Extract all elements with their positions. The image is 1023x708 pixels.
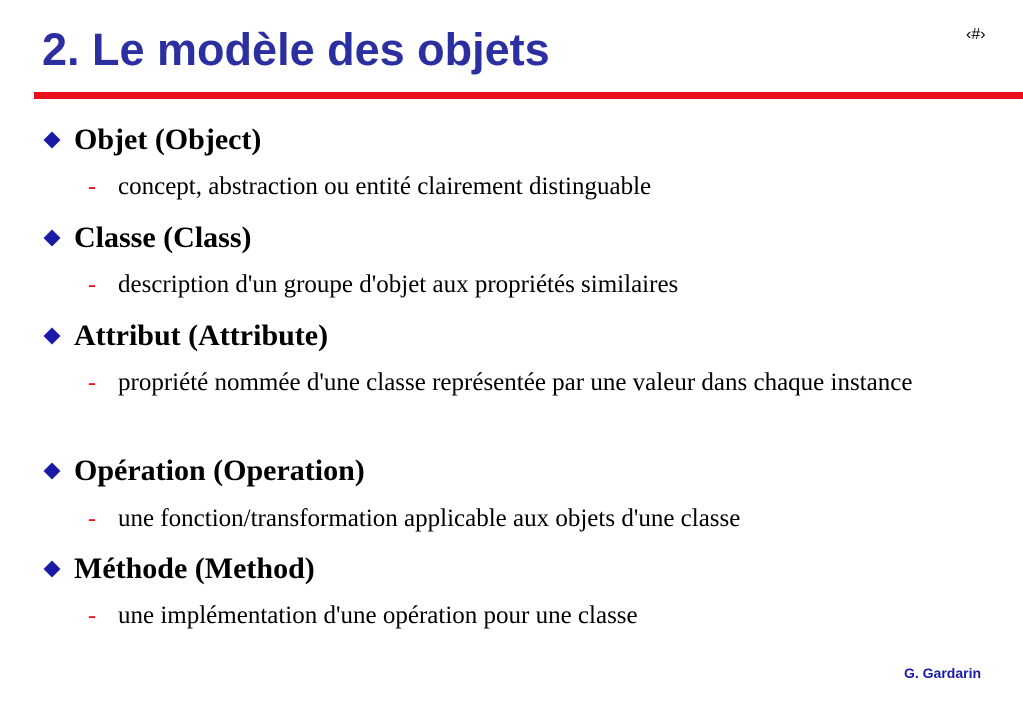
term-heading: Opération (Operation) [74,454,365,487]
diamond-bullet-icon [44,328,61,345]
term-definition: une implémentation d'une opération pour une classe [118,602,638,629]
list-item [42,453,365,489]
term-definition: concept, abstraction ou entité clairement distinguable [118,173,652,200]
diamond-bullet-icon [44,132,61,149]
author-footer: G. Gardarin [904,665,982,681]
term-definition: propriété nommée d'une classe représentée par une valeur dans chaque instance [118,369,913,396]
list-item [42,122,261,158]
diamond-bullet-icon [44,463,61,480]
slide-title: 2. Le modèle des objets [42,24,550,75]
diamond-bullet-icon [44,230,61,247]
dash-bullet: - [88,174,96,200]
title-divider [34,92,1023,99]
term-heading: Objet (Object) [74,123,262,156]
term-heading: Méthode (Method) [74,552,315,585]
dash-bullet: - [88,272,96,298]
dash-bullet: - [88,603,96,629]
list-item [42,551,315,587]
diamond-bullet-icon [44,561,61,578]
list-item [42,318,328,354]
list-item [42,220,252,256]
term-heading: Classe (Class) [74,221,252,254]
dash-bullet: - [88,370,96,396]
term-heading: Attribut (Attribute) [74,319,329,352]
term-definition: une fonction/transformation applicable aux objets d'une classe [118,505,741,532]
term-definition: description d'un groupe d'objet aux propriétés similaires [118,271,679,298]
slide-number: ‹#› [966,26,986,43]
dash-bullet: - [88,506,96,532]
